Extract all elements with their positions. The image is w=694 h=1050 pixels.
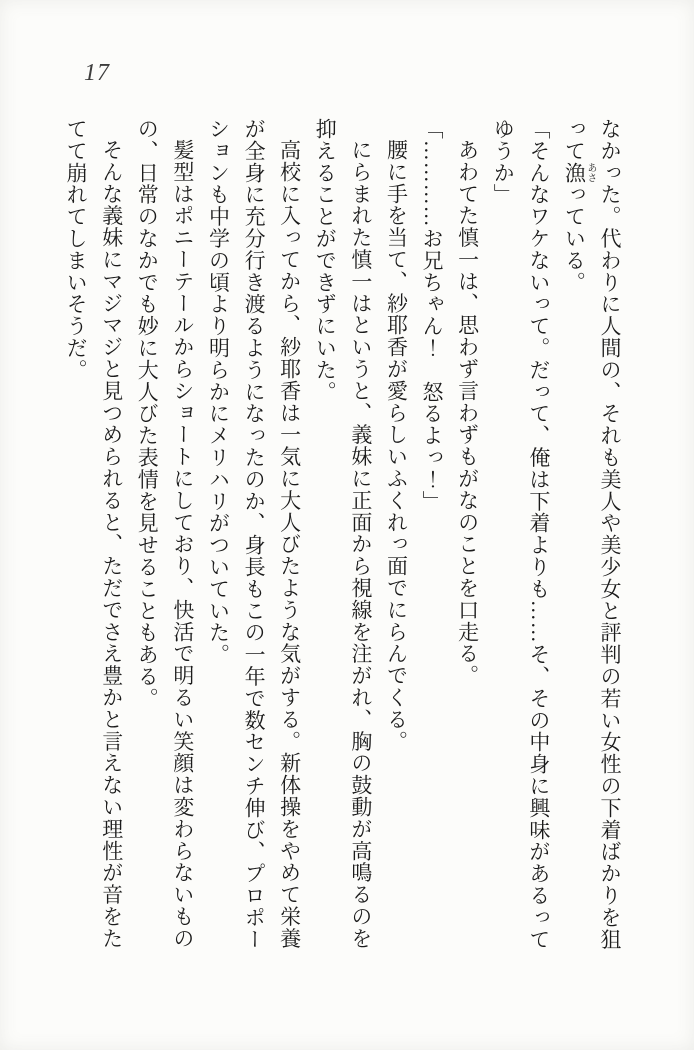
paragraph: 「…………お兄ちゃん！ 怒るよっ！」 [420,118,445,513]
paragraph: そんな義妹にマジマジと見つめられると、ただでさえ豊かと言えない理性が音をたてて崩れてしまいそうだ。 [64,118,124,950]
paragraph: 髪型はポニーテールからショートにしており、快活で明るい笑顔は変わらないものの、日常のなかでも妙に大人びた表情を見せることもある。 [135,118,195,950]
paragraph: あわてた慎一は、思わず言わずもがなのことを口走る。 [455,139,480,687]
paragraph: にらまれた慎一はというと、義妹に正面から視線を注がれ、胸の鼓動が高鳴るのを抑えることができずにいた。 [313,118,373,950]
paragraph: 「そんなワケないって。だって、俺は下着よりも……そ、その中身に興味があるってゆうか」 [491,118,551,951]
page-number: 17 [84,60,110,86]
furigana-ruby: 漁あさ [562,161,596,184]
paragraph: なかった。代わりに人間の、それも美人や美少女と評判の若い女性の下着ばかりを狙って漁あさっている。 [562,118,622,951]
text-block [57,118,627,954]
paragraph: 高校に入ってから、紗耶香は一気に大人びたような気がする。新体操をやめて栄養が全身に充分行き渡るようになったのか、身長もこの一年で数センチ伸び、プロポーションも中学の頃より明らかにメリハリがついていた。 [206,118,302,951]
paragraph: 腰に手を当て、紗耶香が愛らしいふくれっ面でにらんでくる。 [384,139,409,753]
